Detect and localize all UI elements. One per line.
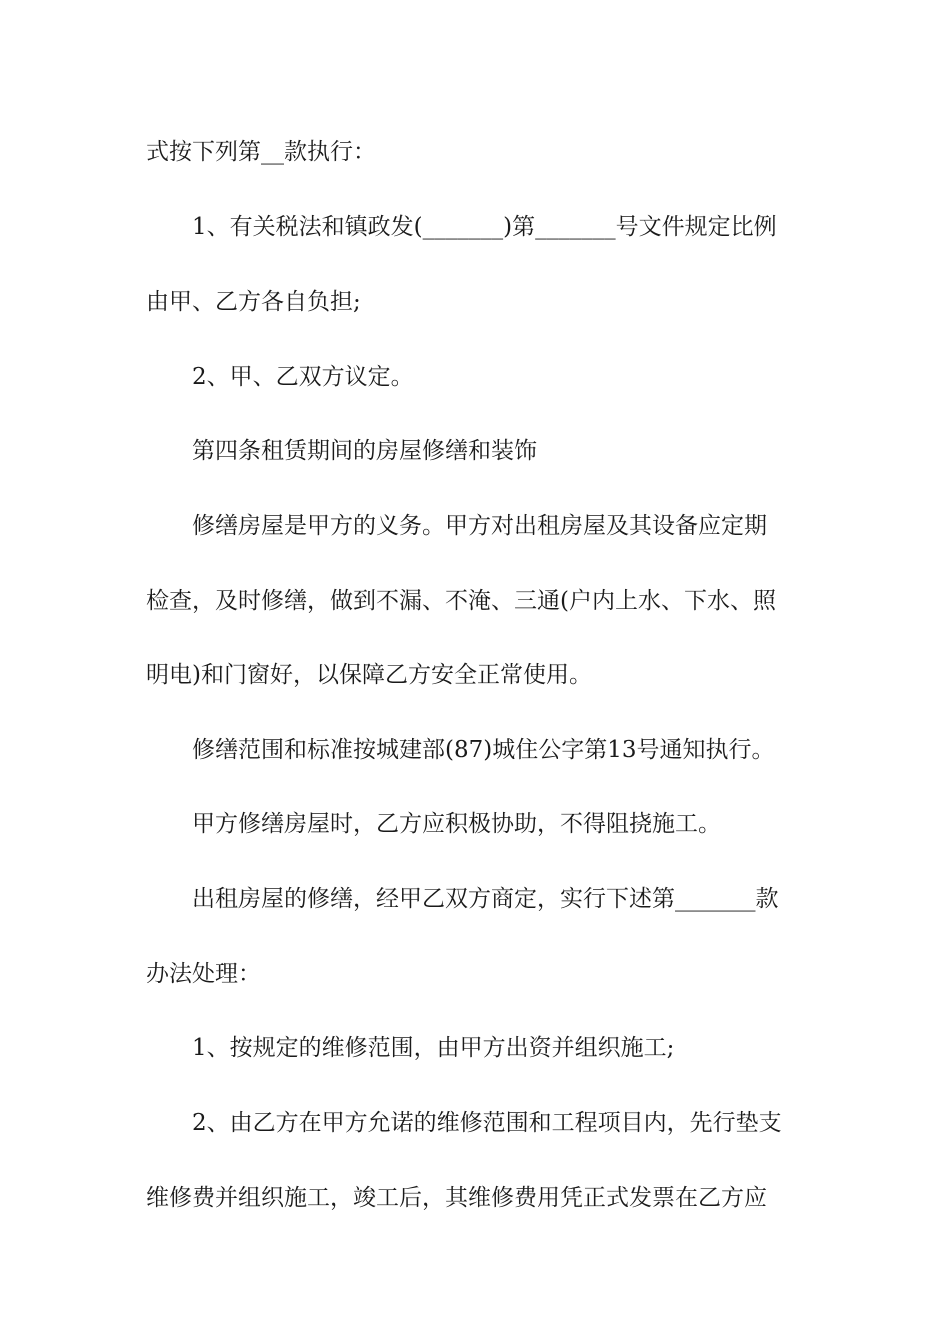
text-line: 1、有关税法和镇政发(_______)第_______号文件规定比例	[192, 214, 777, 240]
text-line: 式按下列第__款执行：	[146, 139, 376, 165]
text-line: 维修费并组织施工，竣工后，其维修费用凭正式发票在乙方应	[146, 1185, 767, 1211]
text-line: 修缮房屋是甲方的义务。甲方对出租房屋及其设备应定期	[192, 513, 767, 539]
text-line: 修缮范围和标准按城建部(87)城住公字第13号通知执行。	[192, 737, 775, 763]
text-line: 甲方修缮房屋时，乙方应积极协助，不得阻挠施工。	[192, 811, 721, 837]
text-line: 明电)和门窗好，以保障乙方安全正常使用。	[146, 662, 592, 688]
section-heading: 第四条租赁期间的房屋修缮和装饰	[192, 438, 537, 464]
text-line: 检查，及时修缮，做到不漏、不淹、三通(户内上水、下水、照	[146, 588, 776, 614]
text-line: 1、按规定的维修范围，由甲方出资并组织施工;	[192, 1035, 675, 1061]
text-line: 2、由乙方在甲方允诺的维修范围和工程项目内，先行垫支	[192, 1110, 782, 1136]
text-line: 2、甲、乙双方议定。	[192, 364, 414, 390]
text-line: 办法处理：	[146, 961, 261, 987]
text-line: 出租房屋的修缮，经甲乙双方商定，实行下述第_______款	[192, 886, 779, 912]
text-line: 由甲、乙方各自负担;	[146, 289, 361, 315]
